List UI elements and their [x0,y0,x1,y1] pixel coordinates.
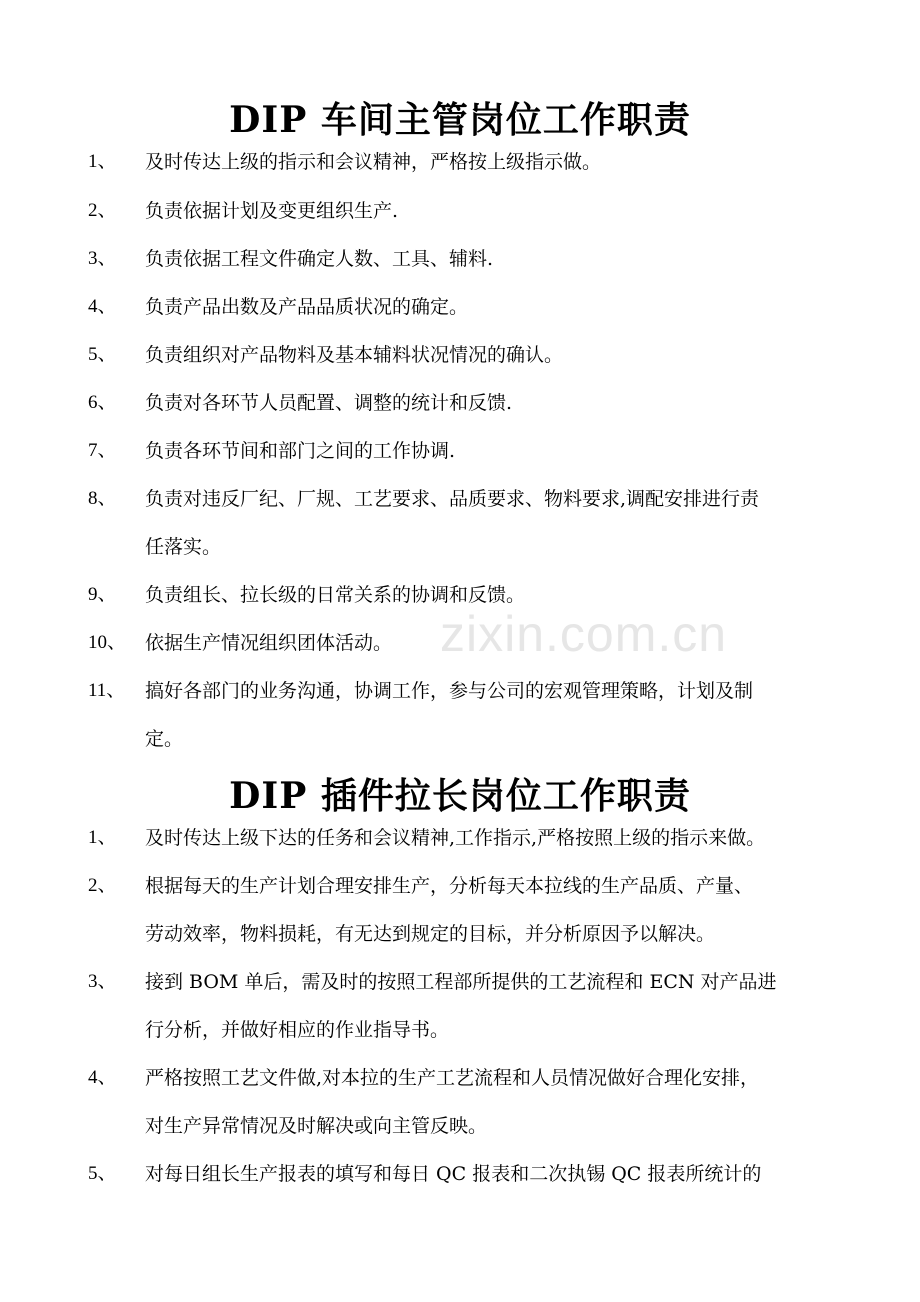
item-text-continuation: 定。 [145,728,184,750]
item-number: 2、 [88,200,117,221]
list-item [0,439,920,479]
list-item [0,247,920,287]
section-title-line-leader: DIP 插件拉长岗位工作职责 [229,775,691,817]
item-text: 严格按照工艺文件做,对本拉的生产工艺流程和人员情况做好合理化安排， [145,1067,760,1089]
list-item [0,874,920,914]
item-text: 对每日组长生产报表的填写和每日 QC 报表和二次执锡 QC 报表所统计的 [145,1163,762,1185]
list-item [0,631,920,671]
item-text: 接到 BOM 单后，需及时的按照工程部所提供的工艺流程和 ECN 对产品进 [145,971,777,993]
list-item [0,343,920,383]
item-number: 9、 [88,584,117,605]
list-item [0,970,920,1010]
item-text-continuation: 行分析，并做好相应的作业指导书。 [145,1019,450,1041]
list-item [0,295,920,335]
list-item [0,199,920,239]
item-number: 3、 [88,248,117,269]
item-text-continuation: 任落实。 [145,536,222,558]
list-item [0,583,920,623]
item-text: 负责对违反厂纪、厂规、工艺要求、品质要求、物料要求,调配安排进行责 [145,488,760,510]
list-item [0,1066,920,1106]
item-text: 负责对各环节人员配置、调整的统计和反馈. [145,392,513,414]
item-number: 11、 [88,680,126,701]
item-number: 1、 [88,827,117,848]
item-text: 及时传达上级下达的任务和会议精神,工作指示,严格按照上级的指示来做。 [145,827,766,849]
item-text: 依据生产情况组织团体活动。 [145,632,393,654]
list-item [0,826,920,866]
item-text: 负责组长、拉长级的日常关系的协调和反馈。 [145,584,526,606]
list-item [0,1162,920,1202]
item-number: 7、 [88,440,117,461]
item-number: 2、 [88,875,117,896]
item-number: 5、 [88,1163,117,1184]
item-text: 负责组织对产品物料及基本辅料状况情况的确认。 [145,344,564,366]
item-text-continuation: 劳动效率，物料损耗，有无达到规定的目标，并分析原因予以解决。 [145,923,716,945]
item-text: 负责依据计划及变更组织生产. [145,200,399,222]
item-text: 负责依据工程文件确定人数、工具、辅料. [145,248,494,270]
item-number: 4、 [88,296,117,317]
section-title-supervisor: DIP 车间主管岗位工作职责 [229,99,691,141]
item-number: 6、 [88,392,117,413]
item-text: 搞好各部门的业务沟通，协调工作，参与公司的宏观管理策略，计划及制 [145,680,754,702]
item-number: 1、 [88,151,117,172]
item-text-continuation: 对生产异常情况及时解决或向主管反映。 [145,1115,488,1137]
watermark-text: zixin.com.cn [440,606,728,662]
item-text: 负责产品出数及产品品质状况的确定。 [145,296,469,318]
item-number: 3、 [88,971,117,992]
list-item [0,150,920,190]
item-number: 10、 [88,632,127,653]
list-item [0,487,920,527]
list-item [0,391,920,431]
item-number: 8、 [88,488,117,509]
item-text: 负责各环节间和部门之间的工作协调. [145,440,456,462]
item-number: 4、 [88,1067,117,1088]
item-text: 根据每天的生产计划合理安排生产，分析每天本拉线的生产品质、产量、 [145,875,754,897]
item-text: 及时传达上级的指示和会议精神，严格按上级指示做。 [145,151,602,173]
list-item [0,679,920,719]
item-number: 5、 [88,344,117,365]
